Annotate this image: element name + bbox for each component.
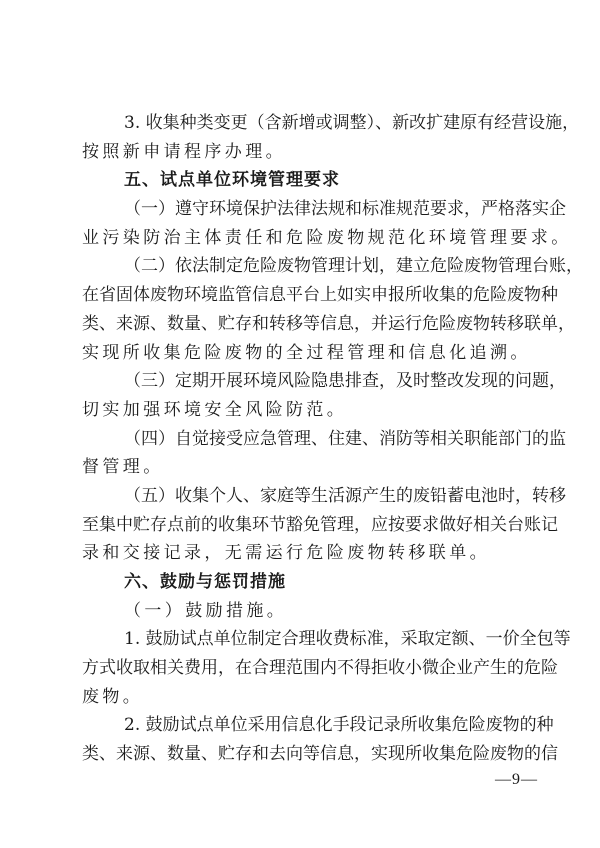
section-heading	[82, 166, 537, 195]
text-line: 五、试点单位环境管理要求	[124, 170, 340, 191]
paragraph	[82, 482, 566, 568]
text-line: （二）依法制定危险废物管理计划，建立危险废物管理台账，	[124, 256, 583, 277]
text-line: 2. 鼓励试点单位采用信息化手段记录所收集危险废物的种	[124, 715, 554, 736]
text-line: 类、来源、数量、贮存和去向等信息，实现所收集危险废物的信	[82, 744, 558, 765]
text-line: 至集中贮存点前的收集环节豁免管理，应按要求做好相关台账记	[82, 514, 558, 535]
text-line: （三）定期开展环境风险隐患排查，及时整改发现的问题，	[124, 371, 566, 392]
text-line: 业污染防治主体责任和危险废物规范化环境管理要求。	[82, 227, 572, 248]
section-heading	[82, 568, 537, 597]
text-line: 实现所收集危险废物的全过程管理和信息化追溯。	[82, 342, 531, 363]
text-line: 方式收取相关费用，在合理范围内不得拒收小微企业产生的危险	[82, 658, 558, 679]
paragraph	[82, 711, 558, 768]
paragraph	[82, 367, 566, 424]
text-line: 类、来源、数量、贮存和转移等信息，并运行危险废物转移联单，	[82, 313, 575, 334]
text-line: （一）鼓励措施。	[124, 600, 288, 621]
text-line: 废物。	[82, 686, 144, 707]
text-line: 切实加强环境安全风险防范。	[82, 399, 348, 420]
paragraph	[82, 195, 572, 252]
text-line: （四）自觉接受应急管理、住建、消防等相关职能部门的监	[124, 428, 566, 449]
text-line: 录和交接记录，无需运行危险废物转移联单。	[82, 543, 490, 564]
text-line: 在省固体废物环境监管信息平台上如实申报所收集的危险废物种	[82, 285, 558, 306]
text-line: 按照新申请程序办理。	[82, 141, 286, 162]
text-line: （五）收集个人、家庭等生活源产生的废铅蓄电池时，转移	[124, 485, 566, 506]
paragraph	[82, 252, 583, 367]
paragraph	[82, 597, 537, 626]
text-line: （一）遵守环境保护法律法规和标准规范要求，严格落实企	[124, 199, 566, 220]
text-line: 1. 鼓励试点单位制定合理收费标准，采取定额、一价全包等	[124, 629, 571, 650]
paragraph	[82, 625, 571, 711]
document-body	[82, 109, 583, 769]
paragraph	[82, 109, 580, 166]
paragraph	[82, 425, 566, 482]
text-line: 六、鼓励与惩罚措施	[124, 572, 286, 592]
text-line: 督管理。	[82, 457, 164, 478]
text-line: 3. 收集种类变更（含新增或调整）、新改扩建原有经营设施，	[124, 113, 580, 133]
page-number: —9—	[495, 771, 538, 788]
